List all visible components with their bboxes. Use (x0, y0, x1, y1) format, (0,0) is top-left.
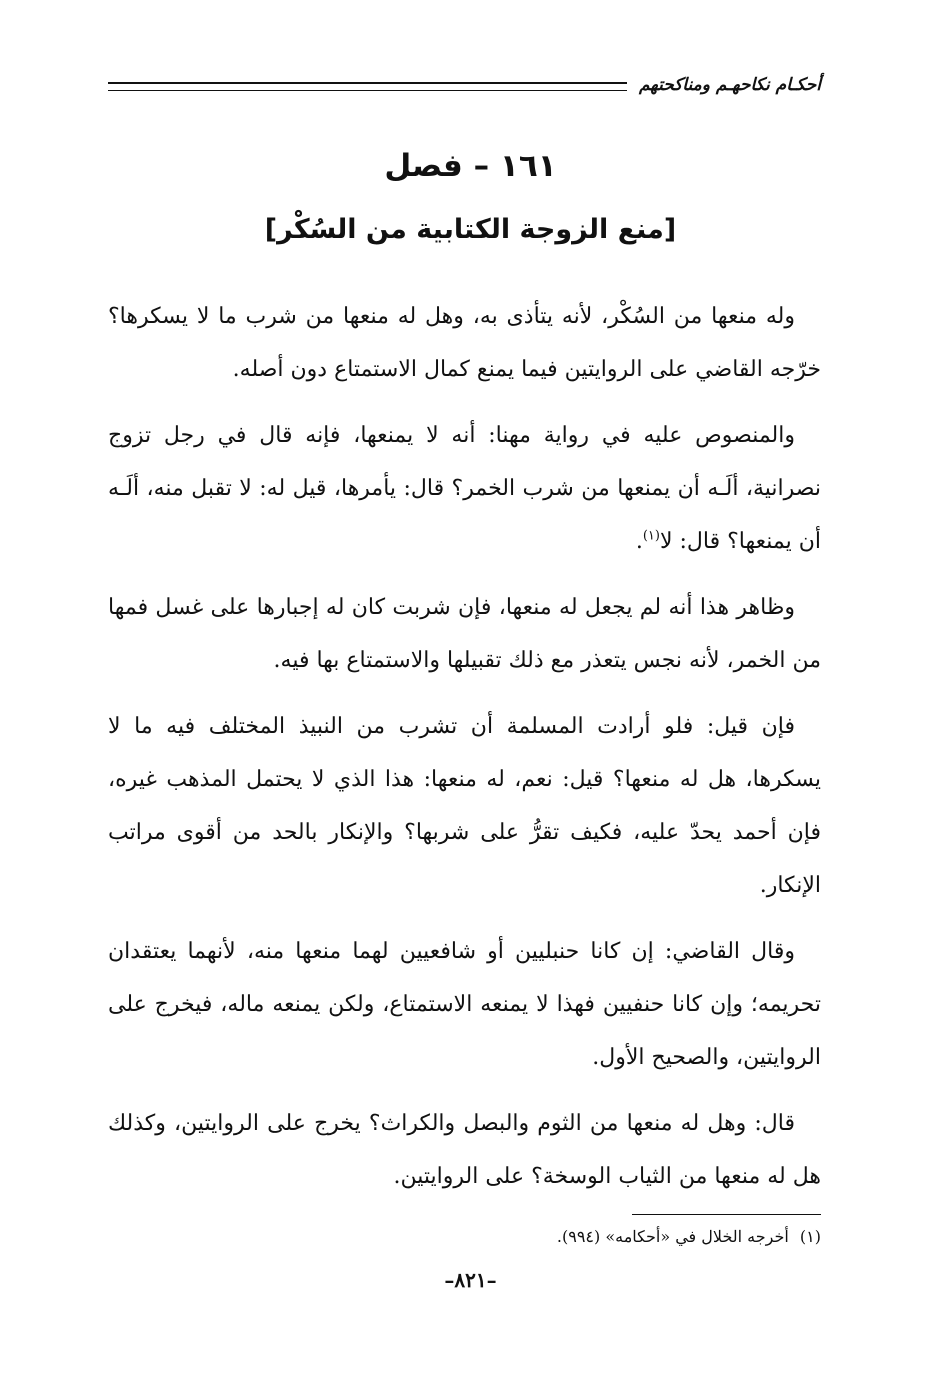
paragraph-text: والمنصوص عليه في رواية مهنا: أنه لا يمنعها، فإنه قال في رجل تزوج نصرانية، ألَـه أن يمنعها من شرب الخمر؟ قال: يأمرها، قيل له: لا تقبل منه، ألَـه أن يمنعها؟ قال: لا (108, 423, 821, 554)
section-title: [منع الزوجة الكتابية من السُكْر] (264, 214, 677, 245)
footnote-separator (632, 1214, 821, 1215)
paragraph: قال: وهل له منعها من الثوم والبصل والكراث؟ يخرج على الروايتين، وكذلك هل له منعها من الثياب الوسخة؟ على الروايتين. (108, 1111, 821, 1189)
footnote-marker: (١) (799, 1227, 821, 1246)
footnotes (108, 1224, 821, 1250)
paragraph: وقال القاضي: إن كانا حنبليين أو شافعيين لهما منعها منه، لأنهما يعتقدان تحريمه؛ وإن كانا حنفيين فهذا لا يمنعه الاستمتاع، ولكن يمنعه ماله، فيخرج على الروايتين، والصحيح الأول. (108, 939, 821, 1070)
footnote-reference[interactable]: (١) (642, 528, 660, 544)
paragraph: وظاهر هذا أنه لم يجعل له منعها، فإن شربت كان له إجبارها على غسل فمها من الخمر، لأنه نجس يتعذر مع ذلك تقبيلها والاستمتاع بها فيه. (108, 595, 821, 673)
running-title: أحكـام نكاحهـم ومناكحتهم (638, 75, 821, 95)
footnote (108, 1224, 821, 1250)
paragraph (108, 409, 821, 568)
page-number: –٨٢١– (444, 1268, 497, 1292)
body-text (108, 290, 821, 1216)
paragraph-text-end: . (635, 529, 643, 554)
footnote-text: أخرجه الخلال في «أحكامه» (٩٩٤). (556, 1227, 789, 1246)
paragraph: فإن قيل: فلو أرادت المسلمة أن تشرب من النبيذ المختلف فيه ما لا يسكرها، هل له منعها؟ قيل: نعم، له منعها: هذا الذي لا يحتمل المذهب غيره، فإن أحمد يحدّ عليه، فكيف تقرُّ على شربها؟ والإنكار بالحد من أقوى مراتب الإنكار. (108, 714, 821, 898)
running-header (108, 70, 821, 100)
paragraph: وله منعها من السُكْر، لأنه يتأذى به، وهل له منعها من شرب ما لا يسكرها؟ خرّجه القاضي على الروايتين فيما يمنع كمال الاستمتاع دون أصله. (108, 304, 821, 382)
section-number: ١٦١ – فصل (384, 148, 557, 184)
header-double-rule (108, 82, 627, 91)
